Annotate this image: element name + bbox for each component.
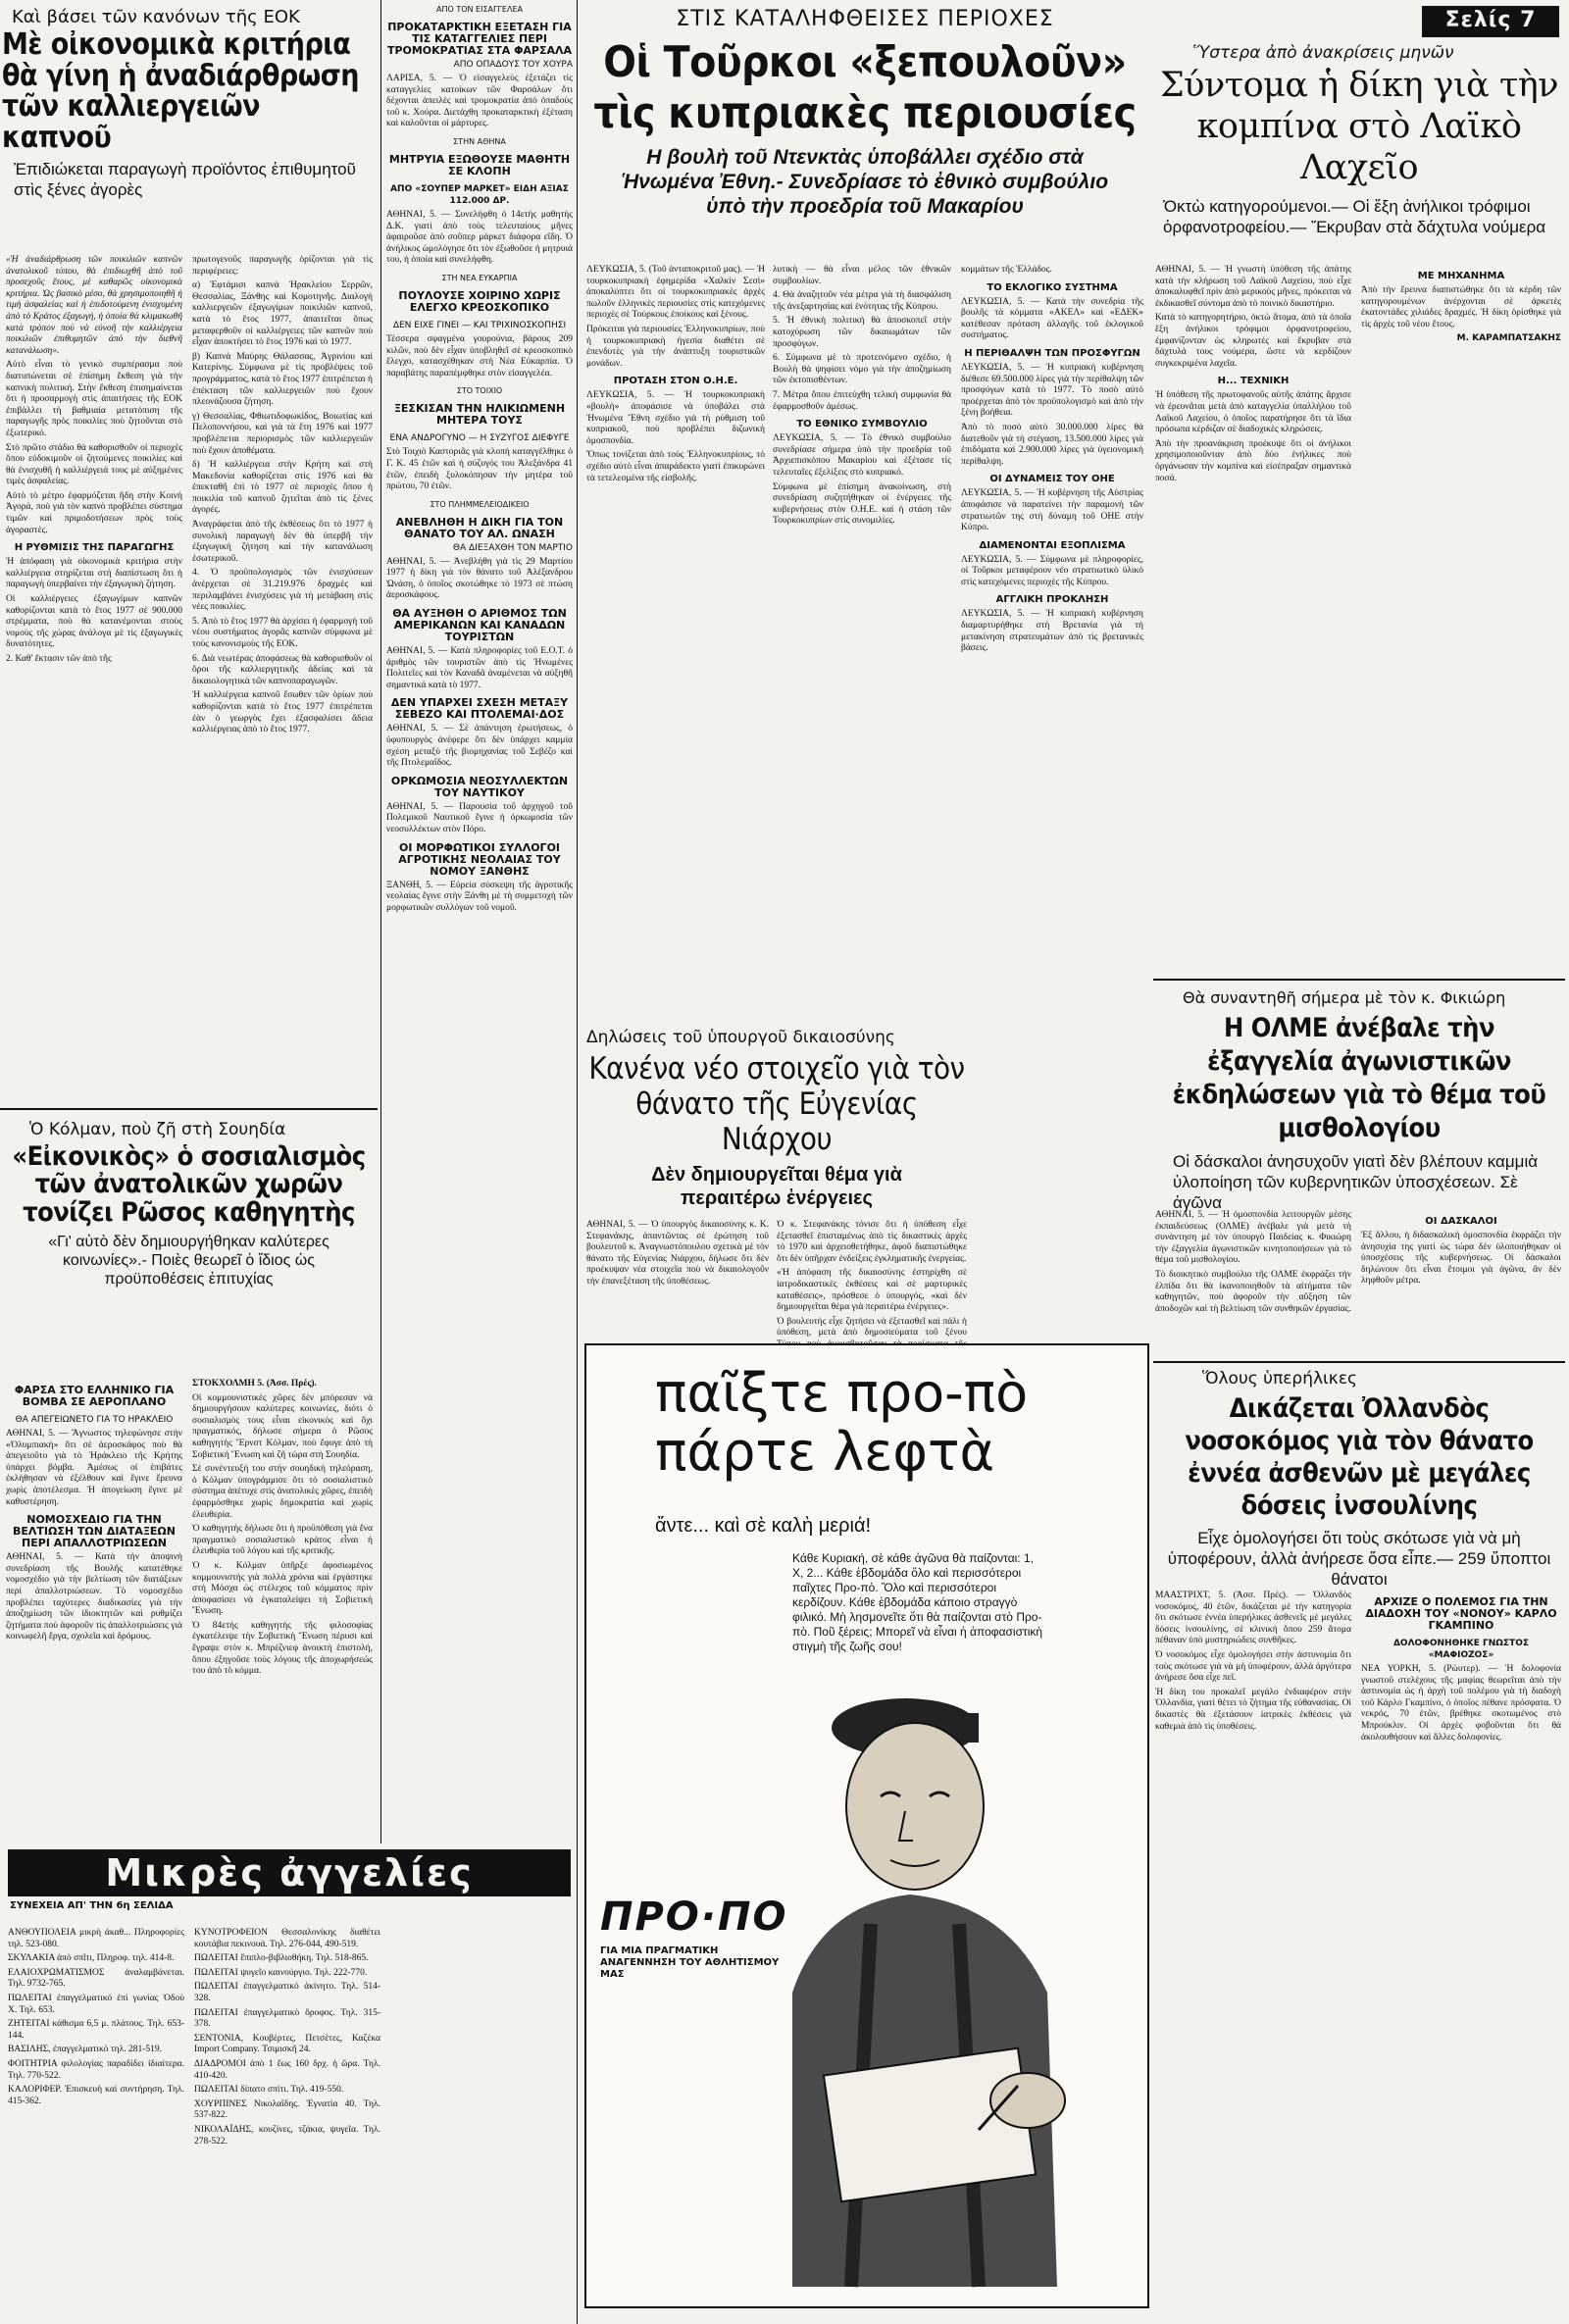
cyprus-para: ΛΕΥΚΩΣΙΑ, 5. — Ἡ κυπριακὴ κυβέρνηση διαμαρτυρήθηκε στὴ Βρετανία γιὰ τὴ μετακίνηση στρατευμάτων ἀπὸ τὶς βρετανικὲς βάσεις. (961, 609, 1143, 654)
cyprus-para: λυτικὴ — θὰ εἶναι μέλος τῶν ἐθνικῶν συμβουλίων. (773, 265, 951, 286)
lottery-para: Κατὰ τὸ κατηγορητήριο, ὀκτὼ ἄτομα, ἀπὸ τὰ ὁποῖα ἕξη ἀνήλικοι τρόφιμοι ὀρφανοτροφείου, ἐμφανίζονταν ὡς κληρωτὲς καὶ ἔκρυβαν στὰ δάχτυλά τους νούμερα, ὥστε νὰ κερδίζουν συγκεκριμένα λαχεῖα. (1155, 313, 1351, 369)
story-body: ΞΑΝΘΗ, 5. — Εὐρεία σύσκεψη τῆς ἀγροτικῆς νεολαίας ἔγινε στὴν Ξάνθη μὲ τὴ συμμετοχὴ τῶν μορφωτικῶν συλλόγων τοῦ νομοῦ. (386, 880, 573, 913)
classifieds (0, 1844, 579, 2324)
story-kicker: ΣΤΟ ΠΛΗΜΜΕΛΕΙΟΔΙΚΕΙΟ (430, 499, 530, 509)
tobacco-subhead: Ἐπιδιώκεται παραγωγὴ προϊόντος ἐπιθυμητοῦ στὶς ξένες ἀγορὲς (14, 160, 356, 199)
nurse-article (1153, 1365, 1565, 2324)
cyprus-headline: Οἱ Τοῦρκοι «ξεπουλοῦν» τὶς κυπριακὲς περιουσίες (593, 37, 1137, 138)
classified-ad: ΣΕΝΤΟΝΙΑ, Κουβέρτες, Πετσέτες, Καζέκα Import Company. Τσιμισκῆ 24. (194, 2033, 380, 2055)
classified-ad: ΠΩΛΕΙΤΑΙ δίπατο σπίτι. Τηλ. 419-550. (194, 2085, 344, 2096)
cyprus-para: ΛΕΥΚΩΣΙΑ, 5. (Τοῦ ἀνταποκριτοῦ μας). — Ἡ τουρκοκυπριακὴ ἐφημερίδα «Χαλκὶν Σεσὶ» ἀποκαλύπτει ὅτι οἱ τουρκοκυπριακὲς ἀρχὲς πωλοῦν ἑλληνικὲς περιουσίες στὶς κατεχόμενες περιοχὲς σὲ Τούρκους ἐποίκους καὶ ξένους. (586, 265, 765, 321)
story-title: ΘΑ ΑΥΞΗΘΗ Ο ΑΡΙΘΜΟΣ ΤΩΝ ΑΜΕΡΙΚΑΝΩΝ ΚΑΙ ΚΑΝΑΔΩΝ ΤΟΥΡΙΣΤΩΝ (392, 607, 567, 644)
kolman-article (0, 1114, 378, 1840)
tobacco-para: 5. Ἀπὸ τὸ ἔτος 1977 θὰ ἀρχίσει ἡ ἐφαρμογὴ τοῦ νέου συστήματος ἀγορᾶς καπνῶν σύμφωνα μὲ τοὺς κανονισμοὺς τῆς ΕΟΚ. (192, 616, 373, 649)
story-body: ΑΘΗΝΑΙ, 5. — Κατὰ τὴν ἀποψινὴ συνεδρίαση τῆς Βουλῆς κατατέθηκε νομοσχέδιο γιὰ τὴν βελτίωση τῶν διατάξεων περὶ ἀπαλλοτριώσεων. Τὸ νομοσχέδιο προβλέπει ταχύτερες διαδικασίες γιὰ τὴν ἀποζημίωση τῶν ἰδιοκτητῶν καὶ ρυθμίζει ζητήματα ποὺ ἀφοροῦν τὶς ἀπαλλοτριώσεις γιὰ κοινωφελῆ ἔργα, σχολεῖα καὶ δρόμους. (6, 1552, 182, 1642)
story-body: ΑΘΗΝΑΙ, 5. — Ἄγνωστος τηλεφώνησε στὴν «Ὀλυμπιακὴ» ὅτι σὲ ἀεροσκάφος ποὺ θὰ ἀπεγειοῦτο γιὰ τὸ Ἡράκλειο τῆς Κρήτης ὑπάρχει βόμβα. Ἀμέσως οἱ ἐπιβάτες ἐκλήθησαν νὰ ἐξέλθουν καὶ ἔγινε ἔρευνα χωρὶς ἀποτέλεσμα. Ἡ ἀπογείωση ἔγινε μὲ καθυστέρηση. (6, 1429, 182, 1507)
classified-ad: ΣΚΥΛΑΚΙΑ ἀπὸ σπῖτι, Πληροφ. τηλ. 414-8. (8, 1953, 175, 1964)
tobacco-para: Αὐτὸ τὸ μέτρο ἐφαρμόζεται ἤδη στὴν Κοινὴ Ἀγορά, ποὺ γιὰ τὸν καπνὸ προβλέπει σύστημα τιμῶν καὶ πριμοδοτήσεων πρὸς τοὺς ἀγοραστὲς. (6, 490, 182, 535)
propo-line2: πάρτε λεφτὰ (655, 1421, 995, 1483)
cyprus-subhead: Η βουλὴ τοῦ Ντενκτὰς ὑποβάλλει σχέδιο στὰ Ἡνωμένα Ἐθνη.- Συνεδρίασε τὸ ἐθνικὸ συμβούλιο ὑπὸ τὴν προεδρία τοῦ Μακαρίου (621, 146, 1109, 218)
kolman-headline: «Εἰκονικὸς» ὁ σοσιαλισμὸς τῶν ἀνατολικῶν χωρῶν τονίζει Ρῶσος καθηγητὴς (12, 1141, 366, 1228)
niarchos-col-a (586, 1220, 769, 1338)
cyprus-para: 6. Σύμφωνα μὲ τὸ προτεινόμενο σχέδιο, ἡ Βουλὴ θὰ ψηφίσει νόμο γιὰ τὴν ἀποζημίωση τῶν ἐκτοπισθέντων. (773, 353, 951, 386)
col1-stories (6, 1379, 182, 1840)
col2-stories (386, 4, 573, 1844)
story-body: ΑΘΗΝΑΙ, 5. — Ἀνεβλήθη γιὰ τὶς 29 Μαρτίου 1977 ἡ δίκη γιὰ τὸν θάνατο τοῦ Ἀλέξανδρου Ὠνάση, ὁ ὁποῖος σκοτώθηκε τὸ 1973 σὲ πτώση ἀεροσκάφους. (386, 556, 573, 601)
lottery-kicker: Ὕστερα ἀπὸ ἀνακρίσεις μηνῶν (1192, 43, 1454, 63)
propo-logo-sub: ΓΙΑ ΜΙΑ ΠΡΑΓΜΑΤΙΚΗ ΑΝΑΓΕΝΝΗΣΗ ΤΟΥ ΑΘΛΗΤΙΣΜΟΥ ΜΑΣ (600, 1945, 780, 1980)
mafia-story (1361, 1591, 1561, 2316)
page-number-badge: Σελίς 7 (1422, 6, 1559, 37)
divider (1153, 1361, 1565, 1363)
story-kicker: ΑΠΟ ΤΟΝ ΕΙΣΑΓΓΕΛΕΑ (436, 5, 523, 14)
niarchos-para: Ὁ κ. Στεφανάκης τόνισε ὅτι ἡ ὑπόθεση εἶχε ἐξετασθεῖ ἐπισταμένως ἀπὸ τὶς δικαστικὲς ἀρχὲς τὸ 1970 καὶ ἀρχειοθετήθηκε, ἀφοῦ διαπιστώθηκε ὅτι δὲν ὑπῆρχαν ἐνδείξεις ἐγκληματικῆς ἐνεργείας. (777, 1220, 967, 1264)
olme-para: ΑΘΗΝΑΙ, 5. — Ἡ ὁμοσπονδία λειτουργῶν μέσης ἐκπαιδεύσεως (ΟΛΜΕ) ἀνέβαλε γιὰ μετὰ τὴ συνάντηση μὲ τὸν ὑπουργὸ Παιδείας κ. Φικιώρη τὴν ἐξαγγελία ἀγωνιστικῶν κινητοποιήσεων γιὰ τὸ θέμα τοῦ μισθολογίου. (1155, 1210, 1351, 1266)
lottery-para: Ἡ ὑπόθεση τῆς πρωτοφανοῦς αὐτῆς ἀπάτης ἄρχισε νὰ ἐρευνᾶται μετὰ ἀπὸ καταγγελία ὑπαλλήλου τοῦ Λαϊκοῦ Λαχείου, ὁ ὁποῖος παρατήρησε ὅτι τὰ ἴδια πρόσωπα κέρδιζαν σὲ διαδοχικὲς κληρώσεις. (1155, 390, 1351, 435)
tobacco-para: β) Καπνὰ Μαύρης Θάλασσας, Ἀγρινίου καὶ Κατερίνης. Σύμφωνα μὲ τὶς προβλέψεις τοῦ προγράμματος, κατὰ τὸ ἔτος 1977 ἐπιτρέπεται ἡ ἐπέκταση τῶν καλλιεργειῶν ποὺ ἔχουν πλεονάζουσα ζήτηση. (192, 351, 373, 408)
cyprus-section: ΤΟ ΕΘΝΙΚΟ ΣΥΜΒΟΥΛΙΟ (796, 419, 928, 430)
kolman-subhead: «Γι' αὐτὸ δὲν δημιουργήθηκαν καλύτερες κοινωνίες».- Ποιὲς θεωρεῖ ὁ ἴδιος ὡς προϋποθέσεις ἐπιτυχίας (48, 1234, 329, 1288)
tobacco-para: δ) Ἡ καλλιέργεια στὴν Κρήτη καὶ στὴ Μακεδονία καθορίζεται στὶς 1976 καὶ θὰ ἐπεκταθῆ ἐπὶ τὸ 1977 σὲ περιοχὲς ὅπου ἡ ποικιλία τοῦ καπνοῦ ζητεῖται ἀπὸ τὶς ξένες ἀγορές. (192, 460, 373, 516)
story-sub: ΘΑ ΑΠΕΓΕΙΩΝΕΤΟ ΓΙΑ ΤΟ ΗΡΑΚΛΕΙΟ (15, 1415, 174, 1425)
lottery-para: ΑΘΗΝΑΙ, 5. — Ἡ γνωστὴ ὑπόθεση τῆς ἀπάτης κατὰ τὴν κλήρωση τοῦ Λαϊκοῦ Λαχείου, ποὺ εἶχε ἀποκαλυφθεῖ πρὶν ἀπὸ μερικοὺς μῆνες, πρόκειται νὰ ἐκδικασθεῖ σύντομα ἀπὸ τὸ ποινικὸ δικαστήριο. (1155, 265, 1351, 309)
story-body: ΑΘΗΝΑΙ, 5. — Κατὰ πληροφορίες τοῦ Ε.Ο.Τ. ὁ ἀριθμὸς τῶν τουριστῶν ἀπὸ τὶς Ἡνωμένες Πολιτεῖες καὶ τὸν Καναδᾶ ἀναμένεται νὰ αὐξηθῆ σημαντικά κατὰ τὸ 1977. (386, 646, 573, 690)
niarchos-para: «Ἡ ἀπόφαση τῆς δικαιοσύνης ἐστηρίχθη σὲ ἰατροδικαστικὲς ἐκθέσεις καὶ σὲ μαρτυρικὲς καταθέσεις», πρόσθεσε ὁ ὑπουργός, «καὶ δὲν δημιουργεῖται θέμα γιὰ περαιτέρω ἐνέργειες». (777, 1268, 967, 1313)
tobacco-para: Ἀναγράφεται ἀπὸ τῆς ἐκθέσεως ὅτι τὸ 1977 ἡ συνολικὴ παραγωγὴ δὲν θὰ ὑπερβῆ τὴν ἐξαγωγικὴ ζήτηση καὶ τὴν κατανάλωση ἐσωτερικοῦ. (192, 520, 373, 564)
divider (380, 0, 381, 1844)
story-title: ΦΑΡΣΑ ΣΤΟ ΕΛΛΗΝΙΚΟ ΓΙΑ ΒΟΜΒΑ ΣΕ ΑΕΡΟΠΛΑΝΟ (14, 1384, 175, 1408)
niarchos-para: ΑΘΗΝΑΙ, 5. — Ὁ ὑπουργὸς δικαιοσύνης κ. Κ. Στεφανάκης, ἀπαντῶντας σὲ ἐρώτηση τοῦ βουλευτοῦ κ. Ἀναγνωστόπουλου σχετικὰ μὲ τὸν θάνατο τῆς Εὐγενίας Νιάρχου, δήλωσε ὅτι δὲν προέκυψαν νέα στοιχεῖα ποὺ νὰ δικαιολογοῦν τὴν ἐπανεξέταση τῆς ὑποθέσεως. (586, 1220, 769, 1287)
classified-ad: ΖΗΤΕΙΤΑΙ κάθισμα 6,5 μ. πλάτους. Τηλ. 653-144. (8, 2019, 184, 2041)
mafia-sub: ΔΟΛΟΦΟΝΗΘΗΚΕ ΓΝΩΣΤΟΣ «ΜΑΦΙΟΖΟΣ» (1392, 1639, 1530, 1660)
cyprus-section: ΑΓΓΛΙΚΗ ΠΡΟΚΛΗΣΗ (995, 594, 1109, 606)
classified-ad: ΕΛΑΙΟΧΡΩΜΑΤΙΣΜΟΣ ἀναλαμβάνεται. Τηλ. 9732-765. (8, 1967, 184, 1990)
story-body: ΛΑΡΙΣΑ, 5. — Ὁ εἰσαγγελεὺς ἐξετάζει τὶς καταγγελίες κατοίκων τῶν Φαρσάλων ὅτι δέχονται ἀπειλὲς καὶ τρομοκρατία ἀπὸ ὀπαδοὺς τοῦ κ. Χούρα. Διετάχθη προκαταρκτικὴ ἐξέταση καὶ καλοῦνται οἱ μάρτυρες. (386, 74, 573, 129)
cyprus-para: Ἀπὸ τὸ ποσὸ αὐτὸ 30.000.000 λίρες θὰ διατεθοῦν γιὰ τὴ στέγαση, 13.500.000 λίρες γιὰ ἐπιδόματα καὶ 2.900.000 λίρες γιὰ ὑγειονομικὴ περίθαλψη. (961, 422, 1143, 467)
nurse-para: Ὁ νοσοκόμος εἶχε ὁμολογήσει στὴν ἀστυνομία ὅτι τοὺς σκότωσε γιὰ νὰ μὴ ὑποφέρουν, ἀλλὰ ἀργότερα ἀνήρεσε ὅσα εἶχε πεῖ. (1155, 1649, 1351, 1684)
kolman-para: Ὁ 84ετὴς καθηγητὴς τῆς φιλοσοφίας ἐγκατέλειψε τὴν Σοβιετικὴ Ἕνωση πέρυσι καὶ ἔγραψε στὸν κ. Μπρέζνιεφ ἀνοικτὴ ἐπιστολή, ὅπου ἐξηγοῦσε τοὺς λόγους τῆς ἀποχωρήσεώς του ἀπὸ τὸ κόμμα. (192, 1620, 373, 1677)
lottery-para: Ἀπὸ τὴν προανάκριση προέκυψε ὅτι οἱ ἀνήλικοι χρησιμοποιοῦνταν ἀπὸ δύο ἐνήλικες ποὺ ὀργάνωσαν τὴν κομπίνα καὶ εἰσέπραξαν σημαντικὰ ποσά. (1155, 438, 1351, 483)
classified-ad: ΠΩΛΕΙΤΑΙ ἐπαγγελματικὸ ἀκίνητο. Τηλ. 514-328. (194, 1982, 380, 2003)
tobacco-para: 2. Καθ' ἔκτασιν τῶν ἀπὸ τῆς (6, 654, 112, 664)
classifieds-banner: Μικρὲς ἀγγελίες (8, 1849, 571, 1896)
classifieds-subtitle: ΣΥΝΕΧΕΙΑ ΑΠ' ΤΗΝ 6η ΣΕΛΙΔΑ (10, 1900, 174, 1911)
olme-para: Ἐξ ἄλλου, ἡ διδασκαλικὴ ὁμοσπονδία ἐκφράζει τὴν ἀνησυχία της γιατὶ ὡς τώρα δὲν ὑλοποιήθηκαν οἱ ὑποσχέσεις τῆς κυβερνήσεως. Οἱ δάσκαλοι δηλώνουν ὅτι εἶναι ἕτοιμοι γιὰ ἀγῶνα, ἂν δὲν ληφθοῦν μέτρα. (1361, 1231, 1561, 1287)
mafia-title: ΑΡΧΙΖΕ Ο ΠΟΛΕΜΟΣ ΓΙΑ ΤΗΝ ΔΙΑΔΟΧΗ ΤΟΥ «ΝΟΝΟΥ» ΚΑΡΛΟ ΓΚΑΜΠΙΝΟ (1365, 1595, 1557, 1632)
cyprus-para: Σύμφωνα μὲ ἐπίσημη ἀνακοίνωση, στὴ συνεδρίαση συζητήθηκαν οἱ ἐνέργειες τῆς κυβερνήσεως στὸν Ο.Η.Ε. καὶ ἡ στάση τῶν Τουρκοκυπρίων στὶς συνομιλίες. (773, 481, 951, 527)
story-body: ΑΘΗΝΑΙ, 5. — Παρουσία τοῦ ἀρχηγοῦ τοῦ Πολεμικοῦ Ναυτικοῦ ἔγινε ἡ ὁρκωμοσία τῶν νεοσυλλέκτων στὸν Πόρο. (386, 801, 573, 834)
tobacco-kicker: Καὶ βάσει τῶν κανόνων τῆς ΕΟΚ (12, 7, 300, 27)
cyprus-para: 7. Μέτρα ὅπου ἐπιτεύχθη τελικὴ συμφωνία θὰ ἐφαρμοσθοῦν ἀμέσως. (773, 389, 951, 412)
olme-section: ΟΙ ΔΑΣΚΑΛΟΙ (1425, 1216, 1497, 1227)
tobacco-para: Στὸ πρῶτο στάδιο θὰ καθορισθοῦν οἱ περιοχὲς ὅπου εὐδοκιμοῦν οἱ ζητούμενες ποικιλίες καὶ θὰ ἐνισχυθῆ ἡ καλλιέργειά τους μὲ αὐξημένες τιμὲς ἀσφαλείας. (6, 442, 182, 487)
classified-ad: ΚΥΝΟΤΡΟΦΕΙΟΝ Θεσσαλονίκης διαθέτει κουτάβια πεκινουά. Τηλ. 276-044, 490-519. (194, 1928, 380, 1949)
olme-para: Τὸ διοικητικὸ συμβούλιο τῆς ΟΛΜΕ ἐκφράζει τὴν ἐλπίδα ὅτι θὰ ἱκανοποιηθοῦν τὰ αἰτήματα τῶν καθηγητῶν, ποὺ ἀφοροῦν τὴν αὔξηση τῶν ἀποδοχῶν καὶ τὴ βελτίωση τῶν συνθηκῶν ἐργασίας. (1155, 1269, 1351, 1314)
divider (577, 0, 578, 2324)
story-kicker: ΣΤΗ ΝΕΑ ΕΥΚΑΡΠΙΑ (441, 273, 518, 282)
nurse-col-a (1155, 1591, 1351, 2316)
story-title: ΜΗΤΡΥΙΑ ΕΞΩΘΟΥΣΕ ΜΑΘΗΤΗ ΣΕ ΚΛΟΠΗ (388, 152, 571, 177)
niarchos-col-b (777, 1220, 967, 1338)
lottery-para: Ἀπὸ τὴν ἔρευνα διαπιστώθηκε ὅτι τὰ κέρδη τῶν κατηγορουμένων ἀνέρχονται σὲ ἀρκετὲς ἑκατοντάδες χιλιάδες δραχμές. Ἡ δίκη ὁρίσθηκε γιὰ τὶς ἀρχὲς τοῦ νέου ἔτους. (1361, 285, 1561, 329)
tobacco-para: πρωτογενοῦς παραγωγῆς ὁρίζονται γιὰ τὶς περιφέρειες: (192, 255, 373, 277)
story-body: Στὸ Τοιχιὸ Καστοριᾶς γιὰ κλοπὴ καταγγέλθηκε ὁ Γ. Κ. 45 ἐτῶν καὶ ἡ σύζυγός του Ἀλεξάνδρα 41 ἐτῶν, ἐπειδὴ ξυλοκόπησαν τὴν μητέρα τοῦ πρώτου, 70 ἐτῶν. (386, 447, 573, 492)
classified-ad: ΠΩΛΕΙΤΑΙ ἔπιπλο-βιβλιοθήκη. Τηλ. 518-865. (194, 1953, 369, 1964)
story-title: ΝΟΜΟΣΧΕΔΙΟ ΓΙΑ ΤΗΝ ΒΕΛΤΙΩΣΗ ΤΩΝ ΔΙΑΤΑΞΕΩΝ ΠΕΡΙ ΑΠΑΛΛΟΤΡΙΩΣΕΩΝ (13, 1513, 176, 1550)
nurse-subhead: Εἶχε ὁμολογήσει ὅτι τοὺς σκότωσε γιὰ νὰ μὴ ὑποφέρουν, ἀλλὰ ἀνήρεσε ὅσα εἶπε.— 259 ὕποπτοι θάνατοι (1167, 1529, 1551, 1589)
story-body: ΑΘΗΝΑΙ, 5. — Σὲ ἀπάντηση ἐρωτήσεως, ὁ ὑφυπουργὸς ἀνέφερε ὅτι δὲν ὑπάρχει καμμία σχέση μεταξὺ τῆς βιομηχανίας τοῦ Σεβέζο καὶ τῆς Πτολεμαΐδος. (386, 724, 573, 769)
cyprus-para: ΛΕΥΚΩΣΙΑ, 5. — Ἡ τουρκοκυπριακὴ «βουλὴ» ἀποφάσισε νὰ ὑποβάλει στὰ Ἡνωμένα Ἔθνη σχέδιο γιὰ τὴ ρύθμιση τοῦ κυπριακοῦ, ποὺ προβλέπει διζωνικὴ ὁμοσπονδία. (586, 390, 765, 446)
story-title: ΔΕΝ ΥΠΑΡΧΕΙ ΣΧΕΣΗ ΜΕΤΑΞΥ ΣΕΒΕΖΟ ΚΑΙ ΠΤΟΛΕΜΑΙ·ΔΟΣ (390, 696, 569, 722)
olme-article (1153, 985, 1565, 1357)
cyprus-para: κομμάτων τῆς Ἑλλάδος. (961, 265, 1052, 275)
tobacco-para: Ἡ καλλιέργεια καπνοῦ ἔσωθεν τῶν ὁρίων ποὺ καθορίζονται κατὰ τὸ ἔτος 1977 ἐπιτρέπεται ἐὰν ὁ γεωργὸς ἔχει ἐξασφαλίσει ἄδεια καλλιέργειας ἀπὸ τὸ ἔτος 1977. (192, 690, 373, 735)
cyprus-para: ΛΕΥΚΩΣΙΑ, 5. — Σύμφωνα μὲ πληροφορίες, οἱ Τοῦρκοι μεταφέρουν νέο στρατιωτικὸ ὑλικὸ στὶς κατεχόμενες περιοχὲς τῆς Κύπρου. (961, 554, 1143, 587)
nurse-kicker: Ὅλους ὑπερήλικες (1202, 1369, 1357, 1389)
tobacco-article (0, 0, 378, 1098)
nurse-para: ΜΑΑΣΤΡΙΧΤ, 5. (Ἀσσ. Πρές). — Ὀλλανδὸς νοσοκόμος, 40 ἐτῶν, δικάζεται μὲ τὴν κατηγορία ὅτι σκότωσε ἐννέα ὑπερήλικες ἀσθενεῖς μὲ μεγάλες δόσεις ἰνσουλίνης, σὲ κλινικὴ ὅπου 259 ἄτομα πέθαναν ὑπὸ μυστηριώδεις συνθῆκες. (1155, 1591, 1351, 1646)
cyprus-para: 5. Ἡ ἐθνικὴ πολιτικὴ θὰ ἀποσκοπεῖ στὴν κατοχύρωση τῶν δικαιωμάτων τῶν προσφύγων. (773, 316, 951, 349)
classifieds-right (194, 1928, 380, 2320)
story-body: Τέσσερα σφαγμένα γουρούνια, βάρους 209 κιλῶν, ποὺ δὲν εἶχαν ὑποβληθεῖ σὲ κρεοσκοπικὸ ἔλεγχο, κατασχέθηκαν στὴ Νέα Εὐκαρπία. Ὁ παραβάτης παραπέμφθηκε στὸν εἰσαγγελέα. (386, 333, 573, 379)
mafia-body: ΝΕΑ ΥΟΡΚΗ, 5. (Ρώυτερ). — Ἡ δολοφονία γνωστοῦ στελέχους τῆς μαφίας θεωρεῖται ἀπὸ τὴν ἀστυνομία ὡς ἡ ἀρχὴ τοῦ πολέμου γιὰ τὴ διαδοχὴ τοῦ Κάρλο Γκαμπίνο, ὁ ὁποῖος πέθανε πρόσφατα. Ὁ νεκρός, 70 ἐτῶν, βρέθηκε σκοτωμένος στὸ Μπρούκλιν. Οἱ ἀρχὲς φοβοῦνται ὅτι θὰ ἀκολουθήσουν καὶ ἄλλες δολοφονίες. (1361, 1664, 1561, 1743)
lottery-subhead: Ὀκτὼ κατηγορούμενοι.— Οἱ ἕξη ἀνήλικοι τρόφιμοι ὀρφανοτροφείου.— Ἔκρυβαν στὰ δάχτυλα νούμερα (1163, 197, 1546, 236)
olme-headline: Η ΟΛΜΕ ἀνέβαλε τὴν ἐξαγγελία ἀγωνιστικῶν ἐκδηλώσεων γιὰ τὸ θέμα τοῦ μισθολογίου (1172, 1013, 1546, 1143)
olme-col-b (1361, 1210, 1561, 1357)
tobacco-para: Ἡ ἀπόφαση γιὰ οἰκονομικὰ κριτήρια στὴν καλλιέργεια στηρίζεται στὴ διαπίστωση ὅτι ἡ παραγωγὴ ὑπερβαίνει τὴν ἐξαγωγικὴ ζήτηση. (6, 557, 182, 590)
divider (1153, 979, 1565, 981)
classified-ad: ΧΟΥΡΠΙΝΕΣ Νικολαΐδης. Ἐγνατία 40. Τηλ. 537-822. (194, 2098, 380, 2121)
cyprus-col-c (961, 265, 1143, 1020)
kolman-kicker: Ὁ Κόλμαν, ποὺ ζῆ στὴ Σουηδία (29, 1120, 286, 1139)
classified-ad: ΦΟΙΤΗΤΡΙΑ φιλολογίας παραδίδει ἰδιαίτερα. Τηλ. 770-522. (8, 2058, 184, 2081)
cyprus-para: ΛΕΥΚΩΣΙΑ, 5. — Κατὰ τὴν συνεδρία τῆς βουλῆς τὰ κόμματα «ΑΚΕΛ» καὶ «ΕΔΕΚ» κατέθεσαν πρόταση ἀλλαγῆς τοῦ ἐκλογικοῦ συστήματος. (961, 296, 1143, 341)
cyprus-article (581, 0, 1149, 1020)
niarchos-para: Ὁ βουλευτὴς εἶχε ζητήσει νὰ ἐξετασθεῖ καὶ πάλι ἡ ὑπόθεση, μετὰ ἀπὸ δημοσιεύματα τοῦ ξένου (777, 1316, 967, 1339)
lottery-section: ΜΕ ΜΗΧΑΝΗΜΑ (1417, 271, 1505, 281)
classified-ad: ΝΙΚΟΛΑΪΔΗΣ, κουζίνες, τζάκια, ψυγεῖα. Τηλ. 278-522. (194, 2124, 380, 2147)
story-sub: ΕΝΑ ΑΝΔΡΟΓΥΝΟ — Η ΣΥΖΥΓΟΣ ΔΙΕΦΥΓΕ (389, 433, 570, 444)
tobacco-col-b (192, 255, 373, 1098)
nurse-para: Ἡ δίκη του προκαλεῖ μεγάλο ἐνδιαφέρον στὴν Ὀλλανδία, γιατὶ θέτει τὸ ζήτημα τῆς εὐθανασίας. Οἱ δικαστὲς θὰ ἐξετάσουν ἰατρικὲς ἐκθέσεις γιὰ καθεμιὰ ἀπὸ τὶς ὑποθέσεις. (1155, 1687, 1351, 1732)
story-title: ΟΡΚΩΜΟΣΙΑ ΝΕΟΣΥΛΛΕΚΤΩΝ ΤΟΥ ΝΑΥΤΙΚΟΥ (390, 774, 569, 799)
lottery-headline: Σύντομα ἡ δίκη γιὰ τὴν κομπίνα στὸ Λαϊκὸ Λαχεῖο (1159, 66, 1559, 187)
tobacco-col-a (6, 255, 182, 1098)
niarchos-headline: Κανένα νέο στοιχεῖο γιὰ τὸν θάνατο τῆς Εὐγενίας Νιάρχου (588, 1051, 965, 1157)
story-body: ΑΘΗΝΑΙ, 5. — Συνελήφθη ὁ 14ετὴς μαθητὴς Δ.Κ. γιατὶ ἀπὸ τοὺς τελευταίους μῆνες ἀφαιροῦσε ἀπὸ σοῦπερ μάρκετ διάφορα εἴδη. Ὁ ἀνήλικος ὡμολόγησε ὅτι τὸν ἐξωθοῦσε ἡ μητρυιά του, ἡ ὁποία καὶ συνελήφθη. (386, 209, 573, 266)
nurse-headline: Δικάζεται Ὀλλανδὸς νοσοκόμος γιὰ τὸν θάνατο ἐννέα ἀσθενῶν μὲ μεγάλες δόσεις ἰνσουλίνης (1185, 1393, 1534, 1521)
lottery-byline: Μ. ΚΑΡΑΜΠΑΤΣΑΚΗΣ (1456, 333, 1561, 344)
classified-ad: ΑΝΘΟΥΠΟΛΕΙΑ μικρὴ ἀκαθ... Πληροφορίες τηλ. 523-080. (8, 1928, 184, 1949)
propo-logo: ΠΡΟ·ΠΟ (600, 1895, 788, 1940)
tobacco-para: γ) Θεσσαλίας, Φθιωτιδοφωκίδος, Βοιωτίας καὶ Πελοποννήσου, καὶ γιὰ τὰ ἔτη 1976 καὶ 1977 προβλέπεται περιορισμὸς τῶν καλλιεργειῶν ποὺ ἔχουν ἀποθέματα. (192, 411, 373, 456)
olme-subhead: Οἱ δάσκαλοι ἀνησυχοῦν γιατὶ δὲν βλέπουν καμμιὰ ὑλοποίηση τῶν κυβερνητικῶν ὑποσχέσεων. Σὲ ἀγῶνα (1173, 1152, 1539, 1212)
story-title: ΟΙ ΜΟΡΦΩΤΙΚΟΙ ΣΥΛΛΟΓΟΙ ΑΓΡΟΤΙΚΗΣ ΝΕΟΛΑΙΑΣ ΤΟΥ ΝΟΜΟΥ ΞΑΝΘΗΣ (398, 840, 561, 878)
kolman-dateline: ΣΤΟΚΧΟΛΜΗ 5. (Ἀσσ. Πρές). (192, 1379, 317, 1389)
cyprus-section: ΤΟ ΕΚΛΟΓΙΚΟ ΣΥΣΤΗΜΑ (987, 281, 1118, 293)
cyprus-section: Η ΠΕΡΙΘΑΛΨΗ ΤΩΝ ΠΡΟΣΦΥΓΩΝ (964, 347, 1140, 359)
tobacco-para: 4. Ὁ προϋπολογισμὸς τῶν ἐνισχύσεων ἀνέρχεται σὲ 31.219.976 δραχμὲς καὶ περιλαμβάνει ἐνισχύσεις γιὰ τὴ μετάβαση στὶς νέες ποικιλίες. (192, 568, 373, 613)
kolman-para: Ὁ κ. Κόλμαν ὑπῆρξε ἀφοσιωμένος κομμουνιστὴς γιὰ πολλὰ χρόνια καὶ ἐργάστηκε στὴ Μόσχα ὡς στέλεχος τοῦ κόμματος πρὶν ἀποφασίσει νὰ ἐγκαταλείψει τὴ Σοβιετικὴ Ἕνωση. (192, 1560, 373, 1617)
niarchos-subhead: Δὲν δημιουργεῖται θέμα γιὰ περαιτέρω ἐνέργειες (651, 1164, 902, 1209)
cyprus-col-b (773, 265, 951, 1020)
classifieds-left (8, 1928, 184, 2320)
story-sub: ΔΕΝ ΕΙΧΕ ΓΙΝΕΙ — ΚΑΙ ΤΡΙΧΙΝΟΣΚΟΠΗΣΙ (392, 320, 567, 330)
classified-ad: ΠΩΛΕΙΤΑΙ ψυγεῖο καινούργιο. Τηλ. 222-770. (194, 1967, 368, 1978)
cyprus-para: 4. Θὰ ἀναζητοῦν νέα μέτρα γιὰ τὴ διασφάλιση τῆς ἀνεξαρτησίας καὶ ἑνότητας τῆς Κύπρου. (773, 290, 951, 312)
kolman-para: Ὁ καθηγητὴς δήλωσε ὅτι ἡ προϋπόθεση γιὰ ἕνα πραγματικὸ σοσιαλιστικὸ κράτος εἶναι ἡ ἐλευθερία τοῦ λόγου καὶ τῆς κριτικῆς. (192, 1524, 373, 1557)
cyprus-para: ΛΕΥΚΩΣΙΑ, 5. — Ἡ κυβέρνηση τῆς Αὐστρίας ἀποφάσισε νὰ παρατείνει τὴν παραμονὴ τῶν στρατιωτῶν της στὴ δύναμη τοῦ ΟΗΕ στὴν Κύπρο. (961, 488, 1143, 533)
tobacco-subsection: Η ΡΥΘΜΙΣΙΣ ΤΗΣ ΠΑΡΑΓΩΓΗΣ (14, 542, 175, 554)
kolman-para: Σὲ συνέντευξή του στὴν σουηδικὴ τηλεόραση, ὁ Κόλμαν ὑπογράμμισε ὅτι τὸ σοσιαλιστικὸ σύστημα ἀπέτυχε στὶς ἀνατολικὲς χῶρες, ἐπειδὴ ἐφαρμόσθηκε χωρὶς δημοκρατία καὶ χωρὶς ἐλευθερία. (192, 1464, 373, 1520)
story-title: ΑΝΕΒΛΗΘΗ Η ΔΙΚΗ ΓΙΑ ΤΟΝ ΘΑΝΑΤΟ ΤΟΥ ΑΛ. ΩΝΑΣΗ (395, 515, 564, 540)
story-title: ΞΕΣΚΙΣΑΝ ΤΗΝ ΗΛΙΚΙΩΜΕΝΗ ΜΗΤΕΡΑ ΤΟΥΣ (393, 402, 566, 428)
niarchos-kicker: Δηλώσεις τοῦ ὑπουργοῦ δικαιοσύνης (586, 1028, 895, 1047)
cyprus-para: Πρόκειται γιὰ περιουσίες Ἑλληνοκυπρίων, ποὺ ἡ τουρκοκυπριακὴ ἡγεσία διαθέτει σὲ ἐπενδυτὲς γιὰ τὴν ἀνάπτυξη τουριστικῶν μονάδων. (586, 324, 765, 369)
classified-ad: ΚΑΛΟΡΙΦΕΡ. Ἐπισκευὴ καὶ συντήρηση. Τηλ. 415-362. (8, 2085, 184, 2106)
tobacco-para: Αὐτὸ εἶναι τὸ γενικὸ συμπέρασμα ποὺ διατυπώνεται σὲ ἐπίσημη ἔκθεση γιὰ τὴν καπνικὴ πολιτική. Στὴν ἔκθεση ἐπισημαίνεται ὅτι ἡ προσαρμογὴ στὶς ἀπαιτήσεις τῆς ΕΟΚ ἐπιβάλλει τὴ βαθμιαία μετατόπιση τῆς παραγωγῆς πρὸς ποικιλίες ποὺ ζητοῦνται στὸ ἐξωτερικό. (6, 360, 182, 438)
propo-advert (584, 1343, 1149, 2308)
classified-ad: ΔΙΑΔΡΟΜΟΙ ἀπὸ 1 ἕως 160 δρχ. ἡ ὥρα. Τηλ. 410-420. (194, 2058, 380, 2081)
cyprus-section: ΟΙ ΔΥΝΑΜΕΙΣ ΤΟΥ ΟΗΕ (989, 474, 1115, 485)
classified-ad: ΠΩΛΕΙΤΑΙ ἐπαγγελματικό ἐπὶ γωνίας Ὁδοὺ Χ. Τηλ. 653. (8, 1993, 184, 2015)
propo-line1: παῖξτε προ-πὸ (655, 1362, 1029, 1424)
cyprus-col-c-cont (981, 1024, 1149, 1338)
kolman-para: Οἱ κομμουνιστικὲς χῶρες δὲν μπόρεσαν νὰ δημιουργήσουν καλύτερες κοινωνίες, διότι ὁ σοσιαλισμὸς τους εἶναι εἰκονικὸς καὶ ὄχι πραγματικός, δήλωσε σήμερα ὁ Ρῶσος καθηγητὴς Ἔρνστ Κόλμαν, ποὺ ἔφυγε ἀπὸ τὴ Σοβιετικὴ Ἕνωση καὶ ζῆ τώρα στὴ Σουηδία. (192, 1392, 373, 1460)
story-kicker: ΣΤΟ ΤΟΙΧΙΟ (456, 386, 503, 396)
cyprus-para: ΛΕΥΚΩΣΙΑ, 5. — Ἡ κυπριακὴ κυβέρνηση διέθεσε 69.500.000 λίρες γιὰ τὴν περίθαλψη τῶν προσφύγων κατὰ τὸ 1977. Τὸ ποσὸ αὐτὸ προέρχεται ἀπὸ τὸν προϋπολογισμὸ καὶ ἀπὸ τὴν ξένη βοήθεια. (961, 362, 1143, 419)
tobacco-lead: «Ἡ ἀναδιάρθρωση τῶν ποικιλιῶν καπνῶν ἀνατολικοῦ τύπου, θὰ ἐπιδιωχθῆ ἀπὸ τοῦ προσεχοῦς ἔτους, μὲ καθαρῶς οἰκονομικὰ κριτήρια. Ὡς βασικὸ μέσο, θὰ χρησιμοποιηθῆ ἡ τιμὴ ἀσφαλείας καὶ ἡ ἐπιδοτούμενη ἐνισχυμένη ἀπὸ τὸ Κράτος ἐξαγωγή, ἡ ὁποία θὰ κλιμακωθῆ κατὰ τρόπον ποὺ νὰ εὐνοῆ τὴν καλλιέργεια ποικιλιῶν ἐπιθυμητῶν ἀπὸ τὴν διεθνῆ κατανάλωση». (6, 255, 182, 356)
tobacco-para: 6. Διὰ νεωτέρας ἀποφάσεως θὰ καθορισθοῦν οἱ ὅροι τῆς καλλιεργητικῆς ἀδείας καὶ τὰ δικαιολογητικὰ τῶν καπνοπαραγωγῶν. (192, 653, 373, 686)
cyprus-section: ΠΡΟΤΑΣΗ ΣΤΟΝ Ο.Η.Ε. (613, 376, 738, 387)
cyprus-para: ΛΕΥΚΩΣΙΑ, 5. — Τὸ ἐθνικὸ συμβούλιο συνεδρίασε σήμερα ὑπὸ τὴν προεδρία τοῦ Ἀρχιεπισκόπου Μακαρίου καὶ ἐξέτασε τὶς τελευταῖες ἐξελίξεις στὸ κυπριακό. (773, 433, 951, 478)
story-sub: ΑΠΟ «ΣΟΥΠΕΡ ΜΑΡΚΕΤ» ΕΙΔΗ ΑΞΙΑΣ 112.000 ΔΡ. (390, 183, 569, 206)
cyprus-section: ΔΙΑΜΕΝΟΝΤΑΙ ΕΞΟΠΛΙΣΜΑ (979, 539, 1126, 551)
propo-body: Κάθε Κυριακή, σὲ κάθε ἀγῶνα θὰ παίζονται: 1, Χ, 2... Κάθε ἑβδομάδα ὅλο καὶ περισσότεροι παῖχτες Προ-πὸ. Ὅλο καὶ περισσότεροι κερδίζουν. Κάθε ἑβδομάδα κάποιο στραγγὸ φιλικό. Μὴ λησμονεῖτε ὅτι θὰ παίζονται στὸ Προ-πὸ. Ποῦ ξέρεις; Μπορεῖ νὰ εἶναι ἡ ἀποφασιστικὴ στιγμὴ τῆς ζωῆς σου! (792, 1551, 1043, 1653)
story-title: ΠΡΟΚΑΤΑΡΚΤΙΚΗ ΕΞΕΤΑΣΗ ΓΙΑ ΤΙΣ ΚΑΤΑΓΓΕΛΙΕΣ ΠΕΡΙ ΤΡΟΜΟΚΡΑΤΙΑΣ ΣΤΑ ΦΑΡΣΑΛΑ (386, 21, 573, 57)
story-title: ΠΟΥΛΟΥΣΕ ΧΟΙΡΙΝΟ ΧΩΡΙΣ ΕΛΕΓΧΟ ΚΡΕΟΣΚΟΠΙΚΟ (398, 288, 561, 314)
cyprus-kicker: ΣΤΙΣ ΚΑΤΑΛΗΦΘΕΙΣΕΣ ΠΕΡΙΟΧΕΣ (676, 7, 1054, 31)
tobacco-para: α) Ἑφτάμισι καπνὰ Ἡρακλείου Σερρῶν, Θεσσαλίας, Ξάνθης καὶ Κομοτηνῆς. Διαλογὴ καλλιεργειῶν ἐξαγωγίμων ποικιλιῶν καπνοῦ, κατὰ τὸ ἔτος 1977, ἀπαιτεῖται ὅπως μεταφερθοῦν οἱ καλλιέργειες τῶν καπνῶν ποὺ εἶχαν ἀποκτήσει τὸ ἔτος 1976 καὶ τὸ 1977. (192, 280, 373, 348)
olme-col-a (1155, 1210, 1351, 1357)
story-byline: ΑΠΟ ΟΠΑΔΟΥΣ ΤΟΥ ΧΟΥΡΑ (453, 60, 573, 70)
story-kicker: ΣΤΗΝ ΑΘΗΝΑ (453, 136, 506, 146)
cyprus-col-a (586, 265, 765, 1020)
olme-kicker: Θὰ συναντηθῆ σήμερα μὲ τὸν κ. Φικιώρη (1183, 988, 1506, 1007)
cyprus-para: Ὅπως τονίζεται ἀπὸ τοὺς Ἑλληνοκυπρίους, τὸ σχέδιο αὐτὸ εἶναι ἀπαράδεκτο γιατὶ ἐπικυρώνει τὰ τετελεσμένα τῆς εἰσβολῆς. (586, 450, 765, 483)
kolman-body (192, 1379, 373, 1840)
story-sub: ΘΑ ΔΙΕΞΑΧΘΗ ΤΟΝ ΜΑΡΤΙΟ (452, 542, 573, 553)
lottery-section: Η... ΤΕΧΝΙΚΗ (1217, 376, 1290, 387)
tobacco-para: Οἱ καλλιέργειες ἐξαγωγίμων καπνῶν καθορίζονται κατὰ τὸ ἔτος 1977 σὲ 900.000 στρέμματα, ποὺ θὰ κατανέμονται στοὺς νομοὺς τῆς χώρας ἀνάλογα μὲ τὶς ἐξαγωγικὲς δυνατότητες. (6, 594, 182, 650)
classified-ad: ΠΩΛΕΙΤΑΙ ἐπαγγελματικὸ ὄροφος. Τηλ. 315-378. (194, 2007, 380, 2030)
classified-ad: ΒΑΣΙΛΗΣ, ἐπαγγελματικὸ τηλ. 281-519. (8, 2045, 163, 2055)
tobacco-headline: Μὲ οἰκονομικὰ κριτήρια θὰ γίνη ἡ ἀναδιάρθρωση τῶν καλλιεργειῶν καπνοῦ (2, 27, 359, 155)
propo-tagline: ἄντε... καὶ σὲ καλὴ μεριά! (655, 1515, 872, 1537)
divider (0, 1108, 378, 1110)
